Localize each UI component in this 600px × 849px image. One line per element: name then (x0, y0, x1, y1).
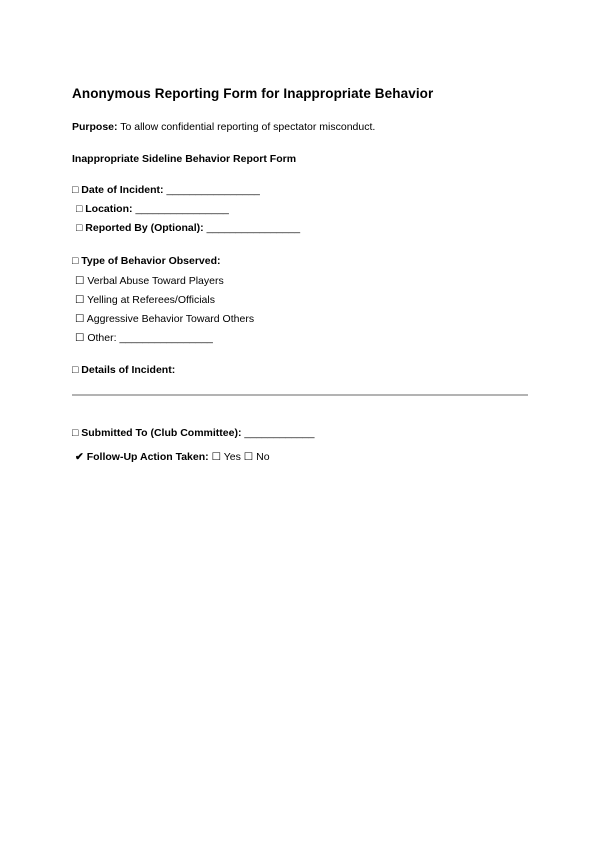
checkbox-icon[interactable]: ☐ (75, 275, 85, 287)
check-icon: ✔ (75, 451, 84, 463)
box-icon: □ (72, 184, 79, 196)
behavior-type-label: Type of Behavior Observed: (81, 255, 221, 267)
location-field (76, 203, 229, 215)
box-icon: □ (72, 255, 79, 267)
submitted-to-label: Submitted To (Club Committee): (81, 427, 242, 439)
yes-checkbox-icon[interactable]: ☐ (211, 451, 221, 463)
location-label: Location: (85, 203, 133, 215)
box-icon: □ (72, 427, 79, 439)
follow-up-field (75, 451, 270, 463)
behavior-type-heading (72, 255, 221, 267)
behavior-option-other[interactable] (75, 332, 213, 344)
purpose-label: Purpose: (72, 121, 118, 133)
purpose-text: To allow confidential reporting of spectator misconduct. (117, 121, 376, 133)
reported-by-label: Reported By (Optional): (85, 222, 204, 234)
no-label: No (256, 451, 270, 463)
behavior-option-yelling[interactable] (75, 294, 215, 306)
follow-up-label: Follow-Up Action Taken: (86, 451, 209, 463)
purpose-line (72, 121, 375, 133)
details-label: Details of Incident: (81, 364, 176, 376)
box-icon: □ (76, 203, 83, 215)
date-of-incident-field (72, 184, 260, 196)
other-blank-line[interactable]: ________________ (119, 332, 213, 344)
behavior-option-aggressive[interactable] (75, 313, 254, 325)
no-checkbox-icon[interactable]: ☐ (243, 451, 254, 463)
option-label: Yelling at Referees/Officials (87, 294, 215, 306)
option-label: Aggressive Behavior Toward Others (86, 313, 255, 325)
checkbox-icon[interactable]: ☐ (75, 313, 85, 325)
checkbox-icon[interactable]: ☐ (75, 294, 85, 306)
checkbox-icon[interactable]: ☐ (75, 332, 85, 344)
submitted-to-field (72, 427, 314, 439)
behavior-option-verbal-abuse[interactable] (75, 275, 224, 287)
yes-label: Yes (223, 451, 241, 463)
box-icon: □ (72, 364, 79, 376)
location-blank-line[interactable]: ________________ (135, 203, 229, 215)
details-heading (72, 364, 175, 376)
page-title: Anonymous Reporting Form for Inappropriate Behavior (72, 86, 434, 101)
date-label: Date of Incident: (81, 184, 164, 196)
option-label: Other: (87, 332, 117, 344)
submitted-to-blank-line[interactable]: ____________ (244, 427, 315, 439)
box-icon: □ (76, 222, 83, 234)
form-title: Inappropriate Sideline Behavior Report Form (72, 153, 297, 165)
option-label: Verbal Abuse Toward Players (87, 275, 224, 287)
reported-by-field (76, 222, 300, 234)
date-blank-line[interactable]: ________________ (166, 184, 260, 196)
reported-by-blank-line[interactable]: ________________ (206, 222, 301, 234)
details-divider (72, 394, 528, 396)
